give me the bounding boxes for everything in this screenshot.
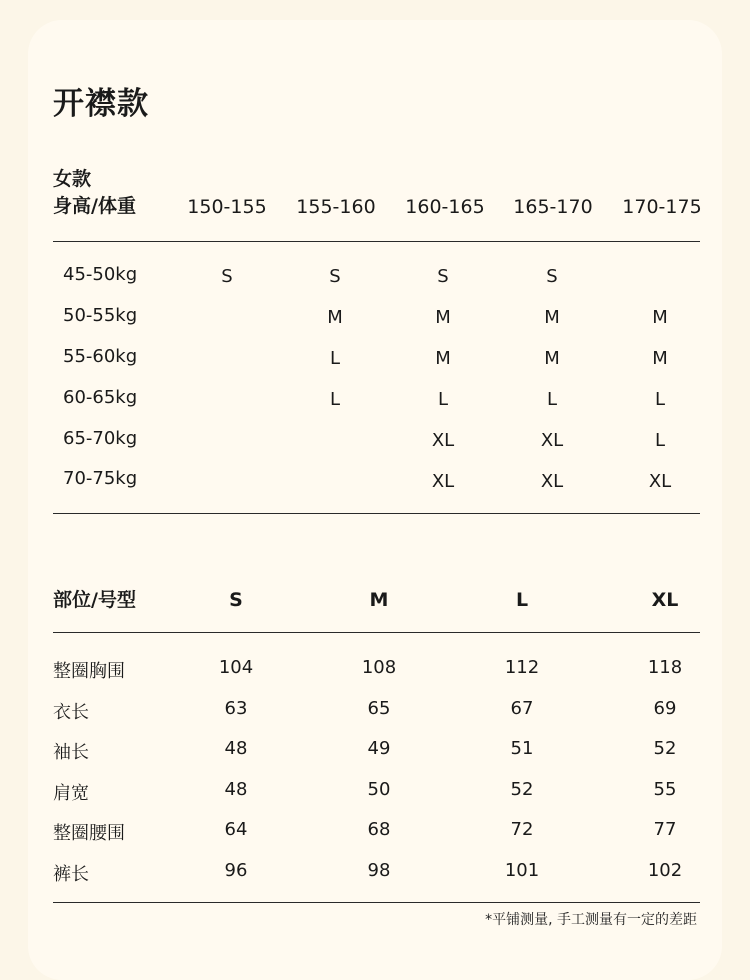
measurement-label: 整圈腰围 (53, 823, 125, 844)
size-header: M (369, 589, 389, 611)
measurement-label: 衣长 (53, 702, 89, 723)
measurement-value: 55 (653, 779, 677, 800)
weight-label: 50-55kg (63, 305, 138, 326)
table1-header-line1: 女款 (53, 168, 92, 190)
size-cell: XL (540, 430, 564, 451)
size-cell: M (435, 307, 451, 328)
measurement-value: 108 (361, 657, 397, 678)
measurement-label: 袖长 (53, 742, 89, 763)
footnote: *平铺测量, 手工测量有一定的差距 (485, 912, 697, 928)
measurement-label: 裤长 (53, 864, 89, 885)
size-cell: M (652, 307, 668, 328)
height-header: 150-155 (187, 196, 267, 218)
size-cell: L (329, 348, 341, 369)
size-header: S (229, 589, 243, 611)
size-cell: M (327, 307, 343, 328)
measurement-value: 63 (224, 698, 248, 719)
size-cell: XL (540, 471, 564, 492)
page-title: 开襟款 (53, 86, 149, 122)
size-cell: L (329, 389, 341, 410)
height-header: 170-175 (622, 196, 702, 218)
table1-bottom-rule (53, 513, 700, 514)
size-cell: S (437, 266, 449, 287)
size-cell: M (544, 348, 560, 369)
size-cell: L (437, 389, 449, 410)
measurement-value: 96 (224, 860, 248, 881)
measurement-label: 肩宽 (53, 783, 89, 804)
size-header: L (515, 589, 529, 611)
size-cell: L (654, 389, 666, 410)
measurement-value: 64 (224, 819, 248, 840)
weight-label: 60-65kg (63, 387, 138, 408)
size-cell: S (329, 266, 341, 287)
size-cell: XL (431, 471, 455, 492)
size-cell: XL (648, 471, 672, 492)
size-header: XL (651, 589, 679, 611)
weight-label: 55-60kg (63, 346, 138, 367)
measurement-value: 48 (224, 738, 248, 759)
size-cell: M (435, 348, 451, 369)
measurement-value: 72 (510, 819, 534, 840)
size-cell: L (546, 389, 558, 410)
table1-header-line2: 身高/体重 (53, 195, 136, 217)
size-cell: L (654, 430, 666, 451)
measurement-value: 67 (510, 698, 534, 719)
height-header: 155-160 (296, 196, 376, 218)
height-header: 165-170 (513, 196, 593, 218)
table1-top-rule (53, 241, 700, 242)
weight-label: 70-75kg (63, 468, 138, 489)
measurement-value: 65 (367, 698, 391, 719)
table2-bottom-rule (53, 902, 700, 903)
measurement-value: 50 (367, 779, 391, 800)
measurement-value: 69 (653, 698, 677, 719)
measurement-value: 98 (367, 860, 391, 881)
weight-label: 45-50kg (63, 264, 138, 285)
measurement-value: 112 (504, 657, 540, 678)
measurement-value: 102 (647, 860, 683, 881)
table2-header-label: 部位/号型 (53, 589, 136, 611)
measurement-value: 118 (647, 657, 683, 678)
height-header: 160-165 (405, 196, 485, 218)
weight-label: 65-70kg (63, 428, 138, 449)
size-cell: S (546, 266, 558, 287)
size-cell: M (652, 348, 668, 369)
measurement-value: 49 (367, 738, 391, 759)
size-cell: S (221, 266, 233, 287)
size-cell: M (544, 307, 560, 328)
measurement-value: 48 (224, 779, 248, 800)
measurement-label: 整圈胸围 (53, 661, 125, 682)
measurement-value: 51 (510, 738, 534, 759)
measurement-value: 77 (653, 819, 677, 840)
measurement-value: 52 (510, 779, 534, 800)
size-cell: XL (431, 430, 455, 451)
measurement-value: 68 (367, 819, 391, 840)
table2-top-rule (53, 632, 700, 633)
measurement-value: 52 (653, 738, 677, 759)
measurement-value: 104 (218, 657, 254, 678)
measurement-value: 101 (504, 860, 540, 881)
